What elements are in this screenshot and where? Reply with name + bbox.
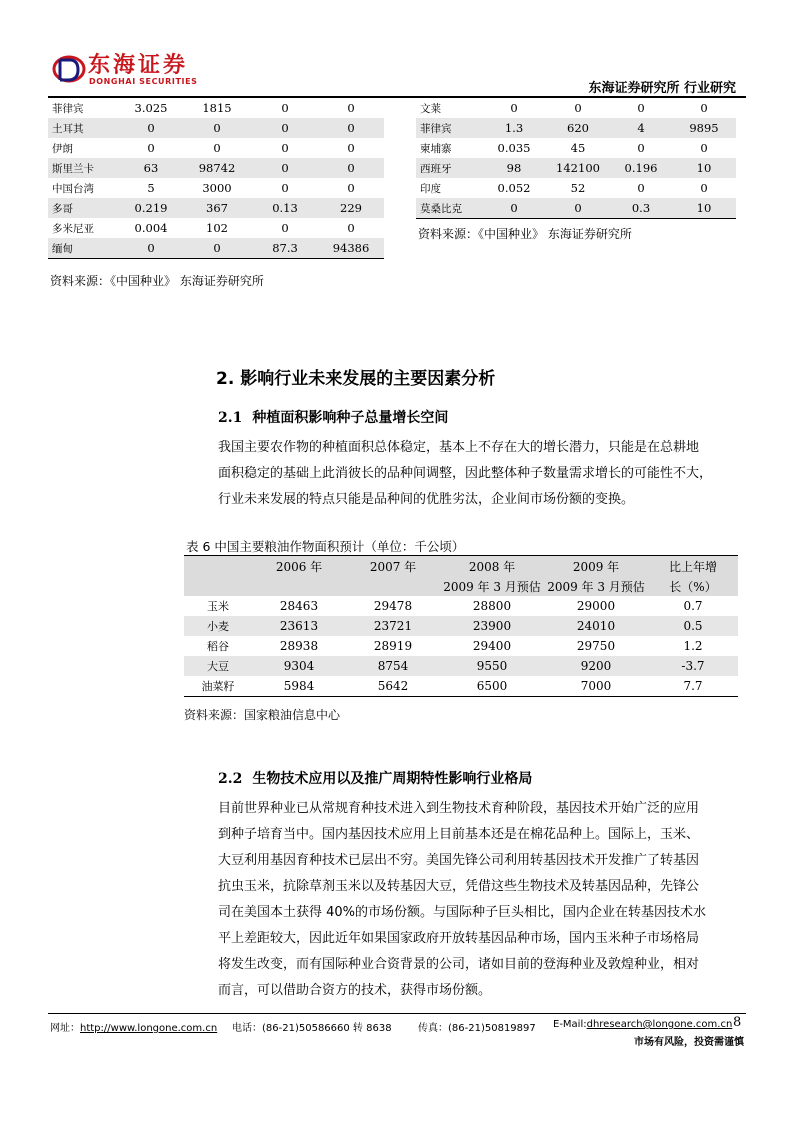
- value-cell: 28800: [472, 599, 512, 613]
- value-cell: 5642: [346, 676, 440, 697]
- company-logo: [52, 54, 222, 90]
- column-header: 2008 年: [440, 556, 544, 577]
- table-row: [184, 676, 738, 697]
- table-header-row: [184, 556, 738, 577]
- table-row: [184, 636, 738, 656]
- value-cell: 0: [482, 198, 546, 219]
- value-cell: 29000: [576, 599, 616, 613]
- table-row: [48, 98, 384, 118]
- value-cell: 0.13: [252, 198, 318, 218]
- value-cell: 98742: [182, 158, 252, 178]
- crop-cell: 稻谷: [207, 640, 229, 653]
- value-cell: 0.3: [610, 198, 672, 219]
- crop-area-table: [184, 555, 738, 697]
- country-cell: 多哥: [48, 198, 120, 218]
- subsection-number: 2.1: [218, 410, 243, 426]
- value-cell: 0: [182, 118, 252, 138]
- column-header: 比上年增: [648, 556, 738, 577]
- value-cell: 10: [672, 158, 736, 178]
- value-cell: 29478: [373, 599, 413, 613]
- header-title: 东海证券研究所 行业研究: [588, 81, 736, 96]
- value-cell: 0.035: [497, 141, 531, 155]
- table-left-source: 资料来源：《中国种业》 东海证券研究所: [50, 274, 264, 288]
- value-cell: 0: [637, 141, 645, 155]
- paragraph-line: 行业未来发展的特点只能是品种间的优胜劣汰，企业间市场份额的变换。: [218, 492, 635, 507]
- value-cell: 23721: [346, 616, 440, 636]
- value-cell: 0: [700, 141, 708, 155]
- country-cell: 印度: [420, 182, 441, 195]
- paragraph-line: 平上差距较大，因此近年如果国家政府开放转基因品种市场，国内玉米种子市场格局: [218, 931, 700, 946]
- value-cell: 9550: [440, 656, 544, 676]
- paragraph-line: 面积稳定的基础上此消彼长的品种间调整，因此整体种子数量需求增长的可能性不大，: [218, 466, 713, 481]
- country-cell: 伊朗: [52, 142, 73, 155]
- value-cell: 0: [347, 141, 355, 155]
- value-cell: 1815: [202, 101, 232, 115]
- footer-phone: 电话：(86-21)50586660 转 8638: [232, 1023, 392, 1034]
- table-row: [48, 178, 384, 198]
- value-cell: 23613: [252, 616, 346, 636]
- value-cell: 0: [347, 221, 355, 235]
- value-cell: 0: [213, 141, 221, 155]
- value-cell: 0.004: [134, 221, 168, 235]
- paragraph-2-2: [218, 796, 746, 1004]
- paragraph-2-1: [218, 435, 746, 513]
- value-cell: 7000: [544, 676, 648, 697]
- country-cell: 缅甸: [48, 238, 120, 259]
- subsection-heading-2-1: [218, 407, 448, 427]
- table-row: [48, 198, 384, 218]
- country-cell: 西班牙: [416, 158, 482, 178]
- column-header: [346, 576, 440, 596]
- country-cell: 多米尼亚: [52, 222, 94, 235]
- value-cell: -3.7: [648, 656, 738, 676]
- value-cell: 29750: [576, 639, 616, 653]
- column-header: 2009 年 3 月预估: [440, 576, 544, 596]
- table-header-row: [184, 576, 738, 596]
- table6-source: 资料来源：国家粮油信息中心: [184, 708, 341, 722]
- paragraph-line: 到种子培育当中。国内基因技术应用上目前基本还是在棉花品种上。国际上，玉米、: [218, 827, 700, 842]
- value-cell: 367: [182, 198, 252, 218]
- paragraph-line: 大豆利用基因育种技术已层出不穷。美国先锋公司利用转基因技术开发推广了转基因: [218, 853, 700, 868]
- website-label: 网址：: [50, 1023, 80, 1034]
- column-header: [184, 576, 252, 596]
- value-cell: 0: [347, 181, 355, 195]
- table-row: [416, 138, 736, 158]
- page-number: 8: [733, 1015, 742, 1030]
- email-label: E-Mail:: [553, 1019, 587, 1030]
- paragraph-line: 将发生改变，而有国际种业合资背景的公司，诸如目前的登海种业及敦煌种业，相对: [218, 957, 700, 972]
- value-cell: 0: [700, 101, 708, 115]
- table-row: [48, 238, 384, 259]
- value-cell: 142100: [546, 158, 610, 178]
- table-row: [48, 218, 384, 238]
- table-row: [48, 138, 384, 158]
- value-cell: 0: [637, 181, 645, 195]
- value-cell: 0.5: [648, 616, 738, 636]
- value-cell: 98: [482, 158, 546, 178]
- column-header: [184, 556, 252, 577]
- value-cell: 0: [318, 118, 384, 138]
- value-cell: 0: [510, 101, 518, 115]
- value-cell: 3.025: [134, 101, 168, 115]
- value-cell: 3000: [202, 181, 232, 195]
- value-cell: 1.2: [683, 639, 703, 653]
- country-cell: 文莱: [420, 102, 441, 115]
- value-cell: 0: [700, 181, 708, 195]
- value-cell: 0.7: [683, 599, 703, 613]
- table-right-source: 资料来源：《中国种业》 东海证券研究所: [418, 227, 632, 241]
- crop-cell: 油菜籽: [184, 676, 252, 697]
- value-cell: 94386: [318, 238, 384, 259]
- value-cell: 102: [206, 221, 228, 235]
- country-cell: 莫桑比克: [416, 198, 482, 219]
- value-cell: 0: [574, 101, 582, 115]
- country-table-left: [48, 98, 384, 259]
- column-header: 2009 年 3 月预估: [544, 576, 648, 596]
- value-cell: 29400: [472, 639, 512, 653]
- country-cell: 斯里兰卡: [48, 158, 120, 178]
- footer-email: [553, 1019, 732, 1030]
- value-cell: 24010: [544, 616, 648, 636]
- logo-text-en: DONGHAI SECURITIES: [89, 77, 198, 86]
- footer-website: [50, 1019, 217, 1034]
- value-cell: 0: [120, 238, 182, 259]
- table6-caption: 表 6 中国主要粮油作物面积预计（单位：千公顷）: [186, 539, 465, 554]
- value-cell: 0: [281, 141, 289, 155]
- value-cell: 9304: [252, 656, 346, 676]
- table-row: [48, 158, 384, 178]
- country-cell: 柬埔寨: [420, 142, 452, 155]
- subsection-title: 种植面积影响种子总量增长空间: [252, 410, 449, 426]
- footer-rule: [48, 1013, 746, 1014]
- country-cell: 中国台湾: [52, 182, 94, 195]
- country-cell: 菲律宾: [416, 118, 482, 138]
- risk-disclaimer: 市场有风险，投资需谨慎: [634, 1037, 744, 1048]
- paragraph-line: 抗虫玉米，抗除草剂玉米以及转基因大豆，凭借这些生物技术及转基因品种，先锋公: [218, 879, 700, 894]
- value-cell: 28938: [279, 639, 319, 653]
- country-cell: 菲律宾: [52, 102, 84, 115]
- table-row: [184, 596, 738, 616]
- value-cell: 0: [637, 101, 645, 115]
- country-table-right: [416, 98, 736, 219]
- logo-text-cn: 东海证券: [88, 53, 189, 78]
- table-row: [416, 178, 736, 198]
- paragraph-line: 目前世界种业已从常规育种技术进入到生物技术育种阶段，基因技术开始广泛的应用: [218, 801, 700, 816]
- column-header: 2007 年: [346, 556, 440, 577]
- subsection-title: 生物技术应用以及推广周期特性影响行业格局: [252, 771, 533, 787]
- value-cell: 7.7: [648, 676, 738, 697]
- value-cell: 0.219: [120, 198, 182, 218]
- table-row: [184, 656, 738, 676]
- table-row: [416, 118, 736, 138]
- value-cell: 5: [147, 181, 155, 195]
- value-cell: 8754: [346, 656, 440, 676]
- value-cell: 63: [120, 158, 182, 178]
- column-header: 2009 年: [544, 556, 648, 577]
- subsection-heading-2-2: [218, 768, 532, 788]
- crop-cell: 大豆: [184, 656, 252, 676]
- value-cell: 45: [570, 141, 586, 155]
- value-cell: 5984: [252, 676, 346, 697]
- paragraph-line: 司在美国本土获得 40%的市场份额。与国际种子巨头相比，国内企业在转基因技术水: [218, 905, 707, 920]
- table-row: [416, 98, 736, 118]
- value-cell: 4: [610, 118, 672, 138]
- value-cell: 1.3: [482, 118, 546, 138]
- table-row: [48, 118, 384, 138]
- value-cell: 9895: [672, 118, 736, 138]
- value-cell: 0: [120, 118, 182, 138]
- donghai-logo-icon: [52, 54, 86, 84]
- footer-fax: 传真：(86-21)50819897: [418, 1023, 536, 1034]
- crop-cell: 小麦: [184, 616, 252, 636]
- value-cell: 10: [672, 198, 736, 219]
- column-header: 长（%）: [648, 576, 738, 596]
- email-link[interactable]: dhresearch@longone.com.cn: [586, 1019, 733, 1030]
- value-cell: 6500: [440, 676, 544, 697]
- value-cell: 0.196: [610, 158, 672, 178]
- value-cell: 0.052: [497, 181, 531, 195]
- value-cell: 229: [318, 198, 384, 218]
- table-row: [416, 198, 736, 219]
- value-cell: 0: [281, 221, 289, 235]
- value-cell: 0: [281, 181, 289, 195]
- value-cell: 0: [182, 238, 252, 259]
- value-cell: 0: [147, 141, 155, 155]
- table-row: [184, 616, 738, 636]
- value-cell: 52: [570, 181, 586, 195]
- value-cell: 0: [318, 158, 384, 178]
- value-cell: 620: [546, 118, 610, 138]
- section-heading: 2. 影响行业未来发展的主要因素分析: [216, 369, 496, 389]
- value-cell: 9200: [544, 656, 648, 676]
- value-cell: 23900: [440, 616, 544, 636]
- value-cell: 28463: [279, 599, 319, 613]
- crop-cell: 玉米: [207, 600, 229, 613]
- value-cell: 0: [252, 158, 318, 178]
- paragraph-line: 我国主要农作物的种植面积总体稳定，基本上不存在大的增长潜力，只能是在总耕地: [218, 440, 700, 455]
- value-cell: 0: [281, 101, 289, 115]
- value-cell: 0: [347, 101, 355, 115]
- subsection-number: 2.2: [218, 771, 243, 787]
- country-cell: 土耳其: [48, 118, 120, 138]
- paragraph-line: 而言，可以借助合资方的技术，获得市场份额。: [218, 983, 492, 998]
- table-row: [416, 158, 736, 178]
- value-cell: 87.3: [252, 238, 318, 259]
- column-header: 2006 年: [252, 556, 346, 577]
- website-link[interactable]: http://www.longone.com.cn: [80, 1023, 218, 1034]
- column-header: [252, 576, 346, 596]
- value-cell: 0: [252, 118, 318, 138]
- value-cell: 28919: [373, 639, 413, 653]
- value-cell: 0: [546, 198, 610, 219]
